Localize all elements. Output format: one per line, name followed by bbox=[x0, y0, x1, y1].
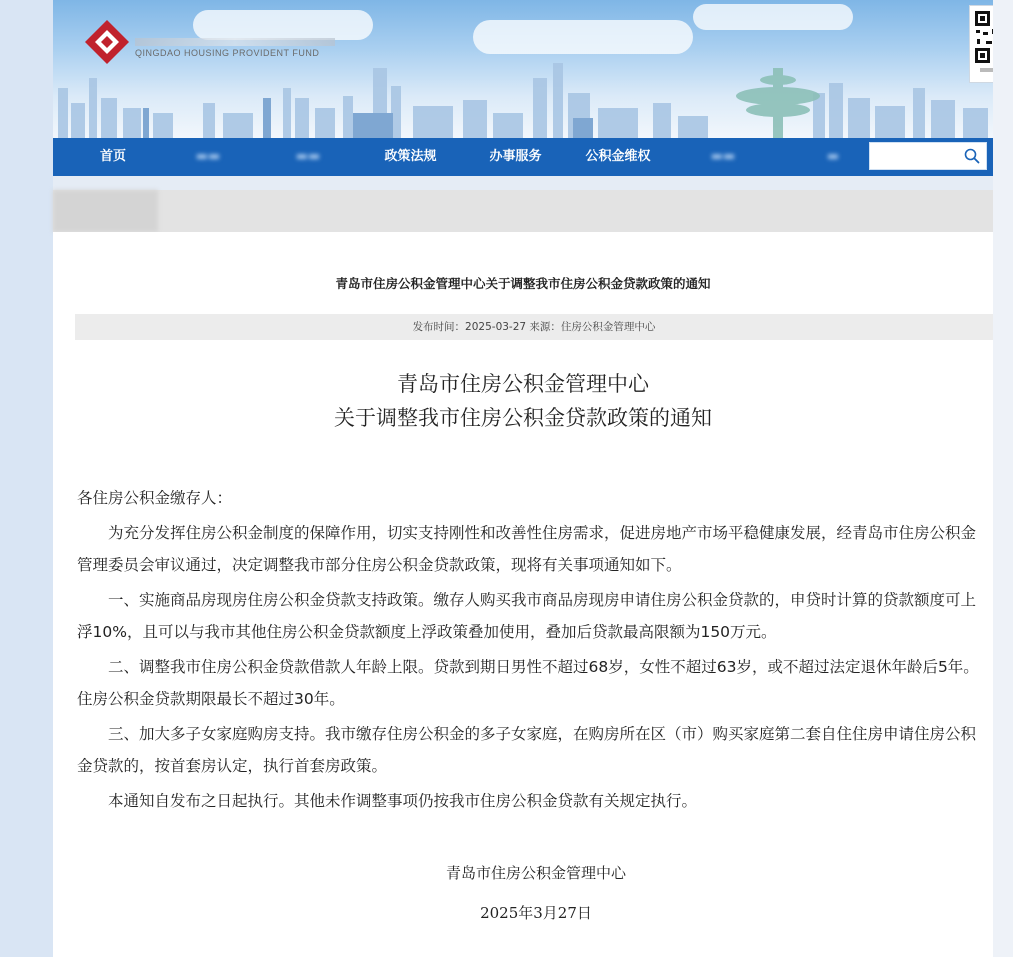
breadcrumb-blurred bbox=[53, 190, 158, 232]
qingdao-hpf-logo-icon bbox=[83, 18, 131, 66]
nav-item-blurred[interactable]: ▬▬ bbox=[195, 149, 221, 164]
article-body bbox=[77, 482, 985, 819]
search-input[interactable] bbox=[870, 143, 966, 169]
publish-meta: 发布时间：2025-03-27 来源：住房公积金管理中心 bbox=[75, 314, 993, 340]
paragraph: 二、调整我市住房公积金贷款借款人年龄上限。贷款到期日男性不超过68岁，女性不超过63岁，或不超过法定退休年龄后5年。住房公积金贷款期限最长不超过30年。 bbox=[77, 657, 979, 708]
document-title bbox=[53, 367, 993, 435]
article-content bbox=[53, 232, 993, 957]
city-skyline-graphic bbox=[53, 58, 993, 138]
paragraph: 为充分发挥住房公积金制度的保障作用，切实支持刚性和改善性住房需求，促进房地产市场平稳健康发展，经青岛市住房公积金管理委员会审议通过，决定调整我市部分住房公积金贷款政策，现将有关事项通知如下。 bbox=[77, 523, 977, 574]
nav-item-blurred[interactable]: ▬ bbox=[826, 149, 840, 164]
qr-code bbox=[969, 5, 993, 83]
breadcrumb bbox=[53, 190, 993, 232]
search-icon[interactable] bbox=[964, 148, 980, 164]
header-banner bbox=[53, 0, 993, 138]
left-background bbox=[0, 0, 53, 957]
page-title: 青岛市住房公积金管理中心关于调整我市住房公积金贷款政策的通知 bbox=[335, 276, 711, 291]
nav-rights[interactable]: 公积金维权 bbox=[585, 149, 651, 164]
nav-services[interactable]: 办事服务 bbox=[489, 149, 542, 164]
cloud bbox=[193, 10, 373, 40]
nav-item-blurred[interactable]: ▬▬ bbox=[295, 149, 321, 164]
qr-code-icon bbox=[974, 10, 993, 78]
cloud bbox=[473, 20, 693, 54]
paragraph: 三、加大多子女家庭购房支持。我市缴存住房公积金的多子女家庭，在购房所在区（市）购买家庭第二套自住住房申请住房公积金贷款的，按首套房认定，执行首套房政策。 bbox=[77, 724, 977, 775]
logo-subtitle: QINGDAO HOUSING PROVIDENT FUND bbox=[135, 48, 320, 58]
right-background bbox=[993, 0, 1013, 957]
signature: 青岛市住房公积金管理中心 bbox=[445, 864, 626, 882]
logo-chinese-name-blurred bbox=[135, 38, 335, 46]
signature-date: 2025年3月27日 bbox=[480, 904, 592, 922]
nav-item-blurred[interactable]: ▬▬ bbox=[710, 149, 736, 164]
document-title-line2: 关于调整我市住房公积金贷款政策的通知 bbox=[334, 406, 712, 430]
nav-spacer bbox=[53, 176, 993, 190]
nav-home[interactable]: 首页 bbox=[99, 149, 126, 164]
paragraph: 本通知自发布之日起执行。其他未作调整事项仍按我市住房公积金贷款有关规定执行。 bbox=[108, 791, 698, 810]
paragraph: 一、实施商品房现房住房公积金贷款支持政策。缴存人购买我市商品房现房申请住房公积金贷款的，申贷时计算的贷款额度可上浮10%，且可以与我市其他住房公积金贷款额度上浮政策叠加使用，叠加后贷款最高限额为150万元。 bbox=[77, 590, 977, 641]
main-nav bbox=[53, 138, 993, 176]
document-title-line1: 青岛市住房公积金管理中心 bbox=[397, 372, 649, 396]
salutation: 各住房公积金缴存人： bbox=[77, 489, 233, 507]
nav-policy[interactable]: 政策法规 bbox=[384, 149, 437, 164]
cloud bbox=[693, 4, 853, 30]
search-box bbox=[869, 142, 987, 170]
